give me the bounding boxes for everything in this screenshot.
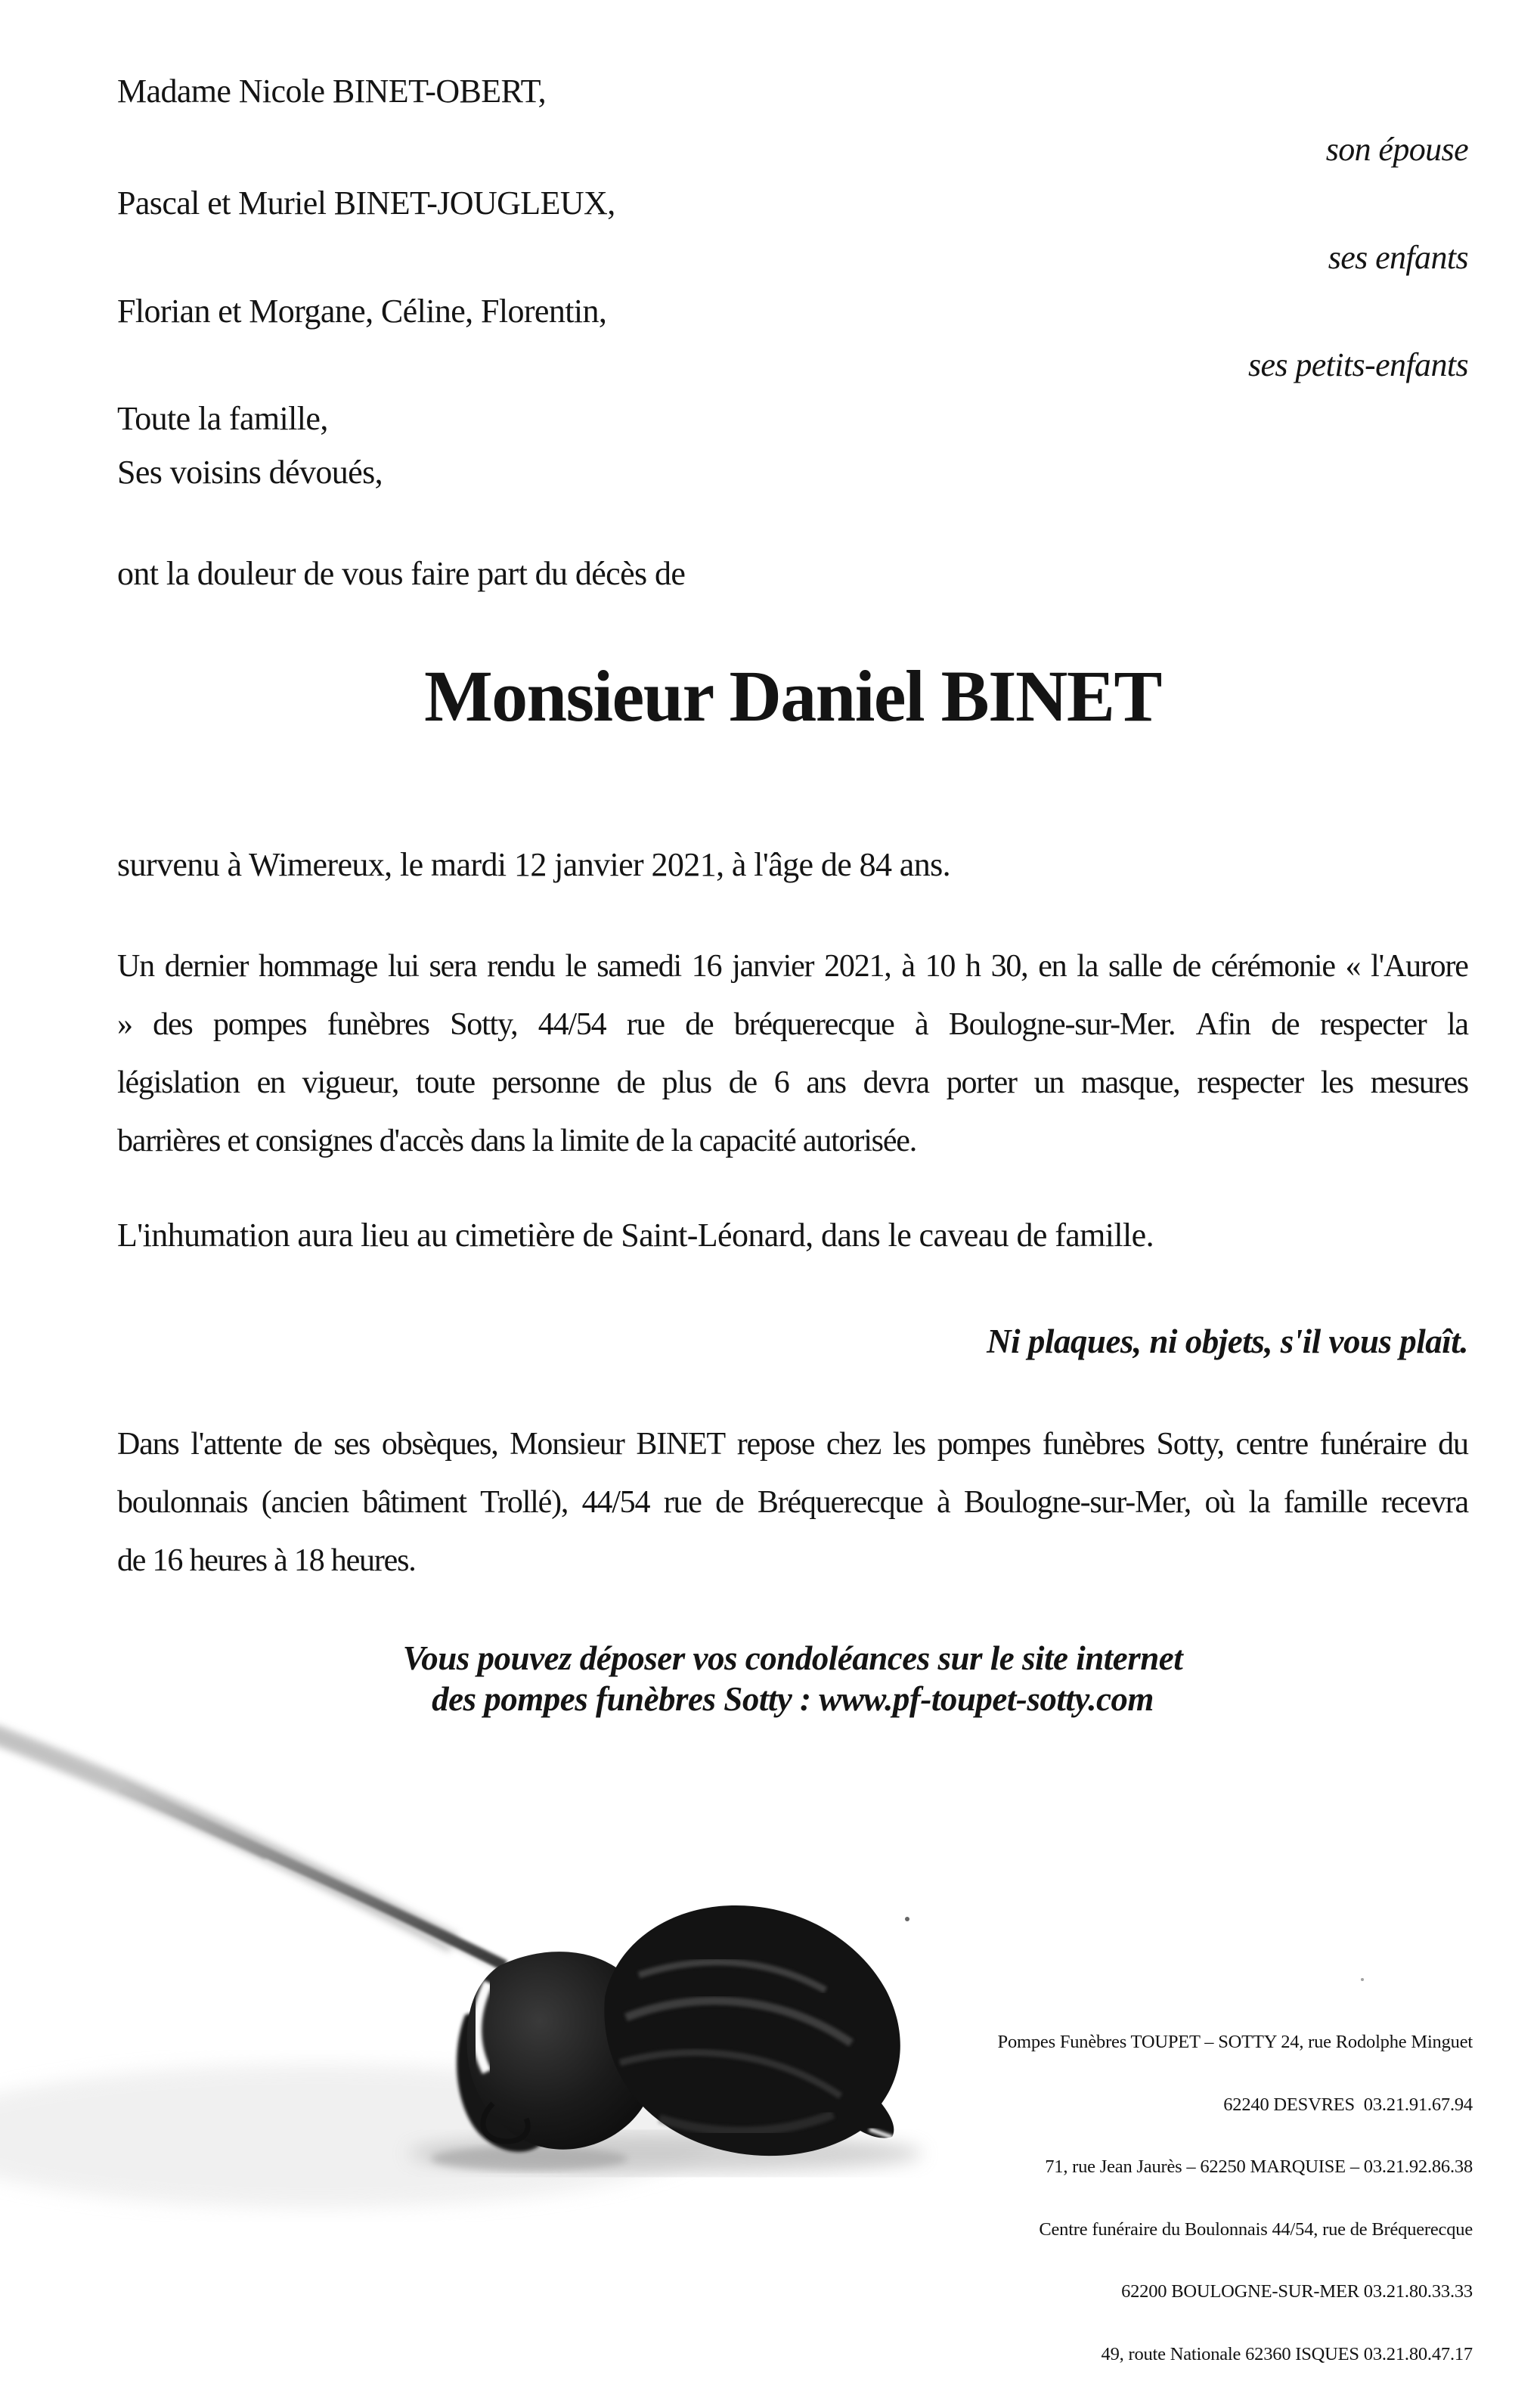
scan-speck — [1361, 1978, 1364, 1981]
relation-label-grandchildren: ses petits-enfants — [1247, 346, 1468, 383]
announcement-lead-in: ont la douleur de vous faire part du décès de — [117, 555, 686, 592]
announcer-names-3: Florian et Morgane, Céline, Florentin, — [117, 293, 607, 330]
deceased-name-title: Monsieur Daniel BINET — [424, 656, 1161, 736]
announcer-names-1: Madame Nicole BINET-OBERT, — [117, 73, 547, 110]
stem — [121, 1786, 505, 1966]
relation-label-spouse: son épouse — [1325, 131, 1468, 168]
announcer-names-2: Pascal et Muriel BINET-JOUGLEUX, — [117, 184, 615, 222]
agency-line-1: Pompes Funèbres TOUPET – SOTTY 24, rue Rodolphe Minguet — [997, 2032, 1473, 2052]
burial-line: L'inhumation aura lieu au cimetière de Saint-Léonard, dans le caveau de famille. — [117, 1217, 1154, 1254]
agency-line-5: 62200 BOULOGNE-SUR-MER 03.21.80.33.33 — [1121, 2281, 1473, 2302]
relation-label-children: ses enfants — [1328, 239, 1468, 276]
agency-contact-block — [998, 1990, 1473, 2406]
scan-speck-photo — [905, 1917, 909, 1921]
repose-paragraph-line-3: de 16 heures à 18 heures. — [117, 1543, 416, 1578]
death-notice-line: survenu à Wimereux, le mardi 12 janvier 2021, à l'âge de 84 ans. — [117, 846, 951, 883]
condolences-line-2: des pompes funèbres Sotty : www.pf-toupet-sotty.com — [432, 1680, 1154, 1718]
agency-line-2: 62240 DESVRES 03.21.91.67.94 — [1223, 2094, 1473, 2115]
agency-line-6: 49, route Nationale 62360 ISQUES 03.21.80.47.17 — [1101, 2343, 1473, 2364]
announcer-family-line: Toute la famille, — [117, 400, 328, 437]
tribute-paragraph-line-2: » des pompes funèbres Sotty, 44/54 rue de bréquerecque à Boulogne-sur-Mer. Afin de respecter la — [117, 1007, 1468, 1042]
condolences-line-1: Vous pouvez déposer vos condoléances sur le site internet — [402, 1639, 1183, 1677]
condolences-block — [117, 1638, 1468, 1719]
repose-paragraph-line-2: boulonnais (ancien bâtiment Trollé), 44/54 rue de Bréquerecque à Boulogne-sur-Mer, où la famille recevra — [117, 1485, 1468, 1520]
no-plaques-request: Ni plaques, ni objets, s'il vous plaît. — [987, 1322, 1468, 1360]
tribute-paragraph-line-4: barrières et consignes d'accès dans la limite de la capacité autorisée. — [117, 1124, 917, 1158]
calla-lily-photo — [0, 1716, 945, 2178]
repose-paragraph-line-1: Dans l'attente de ses obsèques, Monsieur BINET repose chez les pompes funèbres Sotty, centre funéraire du — [117, 1427, 1468, 1462]
agency-line-4: Centre funéraire du Boulonnais 44/54, rue de Bréquerecque — [1039, 2218, 1473, 2240]
agency-line-3: 71, rue Jean Jaurès – 62250 MARQUISE – 03.21.92.86.38 — [1045, 2156, 1473, 2177]
announcer-neighbours-line: Ses voisins dévoués, — [117, 454, 383, 491]
tribute-paragraph-line-3: législation en vigueur, toute personne de plus de 6 ans devra porter un masque, respecter les mesures — [117, 1065, 1468, 1100]
tribute-paragraph-line-1: Un dernier hommage lui sera rendu le samedi 16 janvier 2021, à 10 h 30, en la salle de cérémonie « l'Aurore — [117, 949, 1468, 984]
